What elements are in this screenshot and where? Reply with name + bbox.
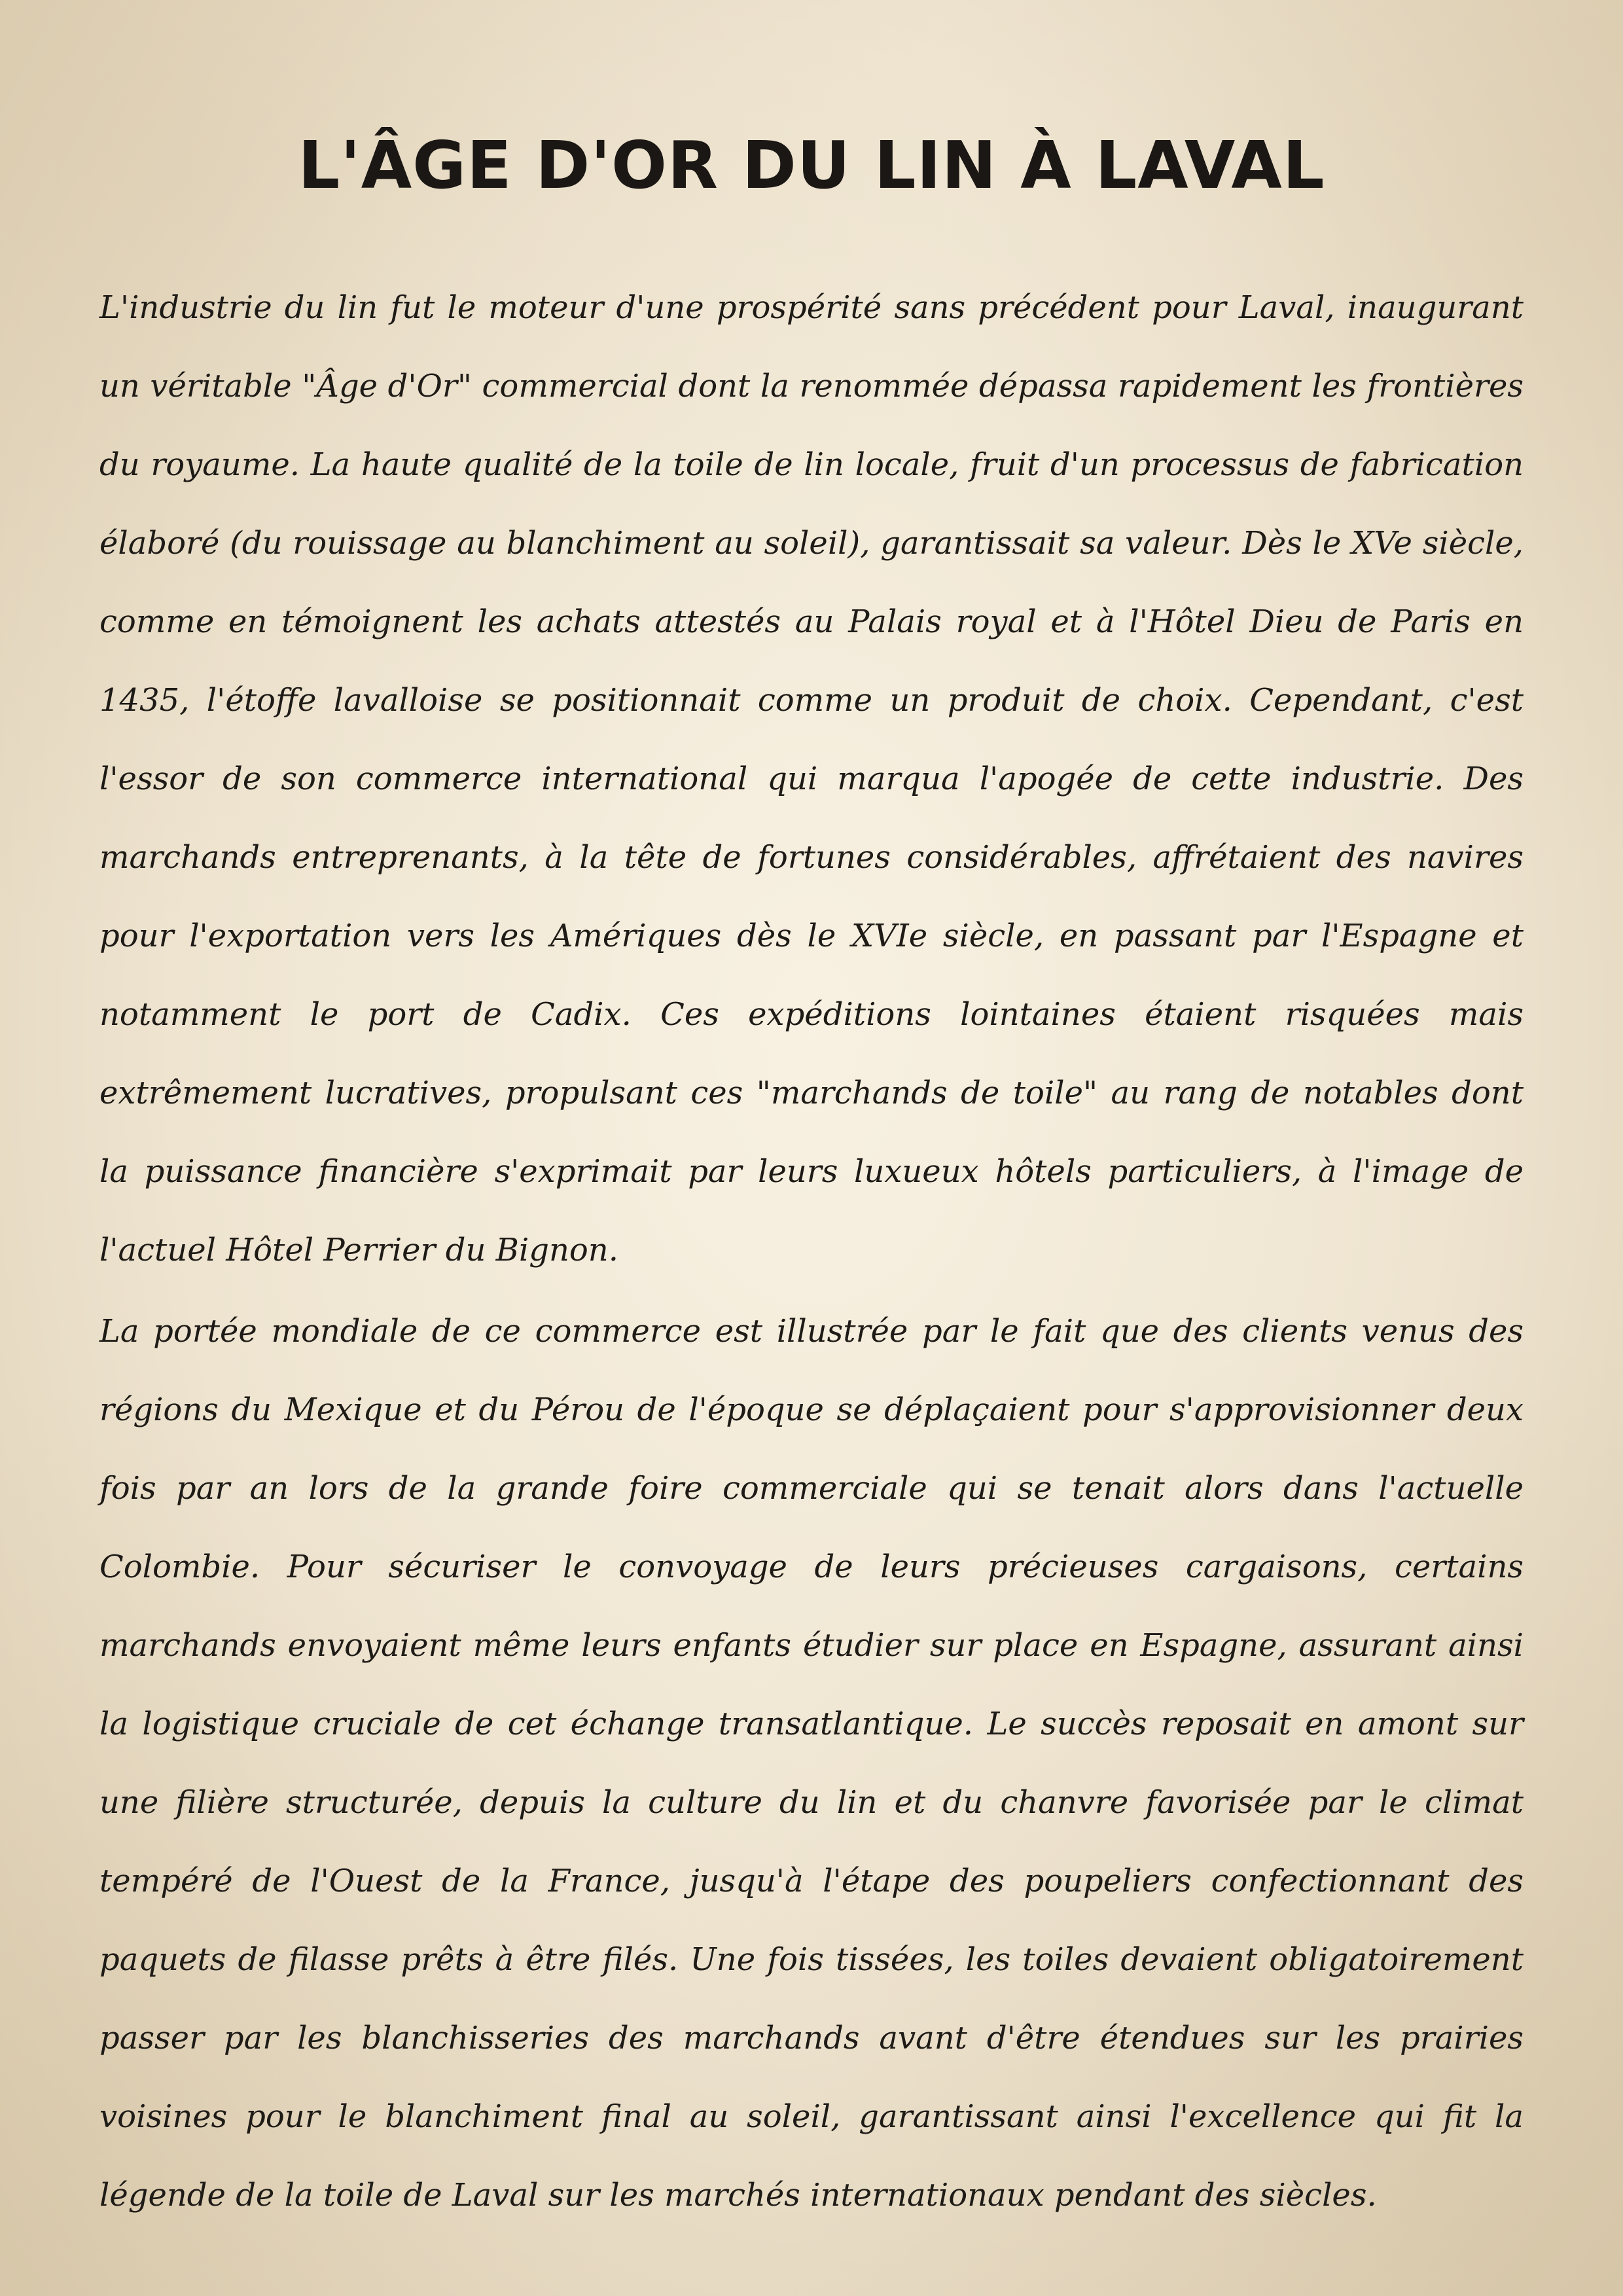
paragraph-1: L'industrie du lin fut le moteur d'une prospérité sans précédent pour Laval, inaugurant un véritable "Âge d'Or" commercial dont la renommée dépassa rapidement les frontières du royaume. La haute qualité de la toile de lin locale, fruit d'un processus de fabrication élaboré (du rouissage au blanchiment au soleil), garantissait sa valeur. Dès le XVe siècle, comme en témoignent les achats attestés au Palais royal et à l'Hôtel Dieu de Paris en 1435, l'étoffe lavalloise se positionnait comme un produit de choix. Cependant, c'est l'essor de son commerce international qui marqua l'apogée de cette industrie. Des marchands entreprenants, à la tête de fortunes considérables, affrétaient des navires pour l'exportation vers les Amériques dès le XVIe siècle, en passant par l'Espagne et notamment le port de Cadix. Ces expéditions lointaines étaient risquées mais extrêmement lucratives, propulsant ces "marchands de toile" au rang de notables dont la puissance financière s'exprimait par leurs luxueux hôtels particuliers, à l'image de l'actuel Hôtel Perrier du Bignon. — [99, 289, 1524, 1268]
page-title: L'ÂGE D'OR DU LIN À LAVAL — [298, 127, 1325, 204]
paragraph-2: La portée mondiale de ce commerce est illustrée par le fait que des clients venus des régions du Mexique et du Pérou de l'époque se déplaçaient pour s'approvisionner deux fois par an lors de la grande foire commerciale qui se tenait alors dans l'actuelle Colombie. Pour sécuriser le convoyage de leurs précieuses cargaisons, certains marchands envoyaient même leurs enfants étudier sur place en Espagne, assurant ainsi la logistique cruciale de cet échange transatlantique. Le succès reposait en amont sur une filière structurée, depuis la culture du lin et du chanvre favorisée par le climat tempéré de l'Ouest de la France, jusqu'à l'étape des poupeliers confectionnant des paquets de filasse prêts à être filés. Une fois tissées, les toiles devaient obligatoirement passer par les blanchisseries des marchands avant d'être étendues sur les prairies voisines pour le blanchiment final au soleil, garantissant ainsi l'excellence qui fit la légende de la toile de Laval sur les marchés internationaux pendant des siècles. — [99, 1313, 1524, 2214]
